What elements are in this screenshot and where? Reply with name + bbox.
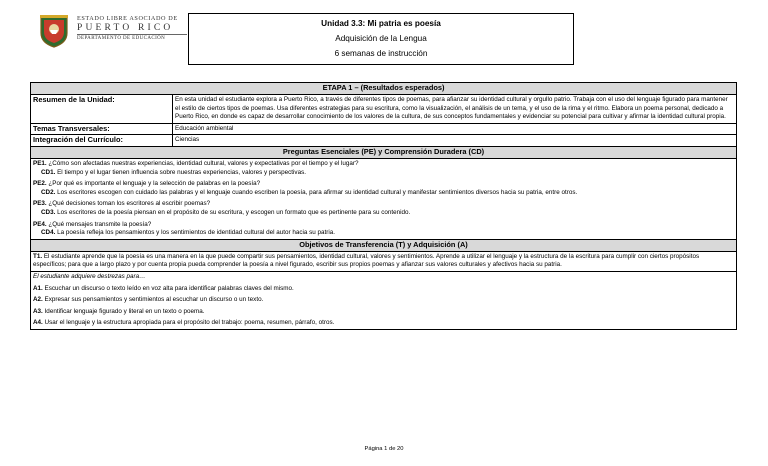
cd-text: Los escritores de la poesía piensan en el propósito de su escritura, y escogen un formato que es pertinente para su contenido. — [55, 208, 411, 216]
unit-title: Unidad 3.3: Mi patria es poesía — [321, 19, 441, 28]
pe-code: PE4. — [33, 220, 47, 228]
planning-table — [30, 82, 737, 330]
a-text: Identificar lenguaje figurado y literal en un texto o poema. — [42, 307, 205, 315]
cd-code: CD4. — [41, 229, 56, 237]
preguntas-row — [31, 158, 737, 239]
preguntas-heading: Preguntas Esenciales (PE) y Comprensión Duradera (CD) — [31, 146, 737, 158]
preguntas-list — [31, 158, 737, 239]
a-text: Escuchar un discurso o texto leído en voz alta para identificar palabras claves del mismo. — [42, 284, 294, 292]
pe-text: ¿Qué mensajes transmite la poesía? — [46, 220, 152, 228]
transfer-row — [31, 251, 737, 271]
a-code: A4. — [33, 319, 43, 327]
pe-text: ¿Por qué es importante el lenguaje y la selección de palabras en la poesía? — [46, 180, 261, 188]
resumen-row — [31, 95, 737, 124]
a-code: A3. — [33, 307, 43, 315]
integracion-row — [31, 135, 737, 147]
logo-line-3: DEPARTAMENTO DE EDUCACIÓN — [77, 34, 187, 41]
acquisition-row — [31, 271, 737, 329]
integracion-value: Ciencias — [173, 135, 737, 147]
resumen-text: En esta unidad el estudiante explora a Puerto Rico, a través de diferentes tipos de poemas, para afianzar su identidad cultural y orgullo patrio. Trabaja con el uso del lenguaje figurado para mantener el estilo de ciertos tipos de poemas. Usa diferentes estrategias para su escritura, como la visualización, el análisis de un tema, y el uso de la rima y el ritmo. Elabora un poema personal, dedicado a Puerto Rico, en donde es capaz de desarrollar conocimiento de los valores de la cultura, de sus conceptos fundamentales y evidenciar su potencial para cultivar y afirmar la identidad cultural propia. — [173, 95, 737, 124]
integracion-label: Integración del Currículo: — [31, 135, 173, 147]
pe-code: PE2. — [33, 180, 47, 188]
transfer-objective — [31, 251, 737, 271]
cd-code: CD2. — [41, 188, 56, 196]
resumen-label: Resumen de la Unidad: — [31, 95, 173, 124]
cd-text: La poesía refleja los pensamientos y los sentimientos de identidad cultural del autor hacia su patria. — [55, 229, 336, 237]
puerto-rico-seal-icon — [36, 13, 72, 49]
t1-code: T1. — [33, 252, 43, 260]
acquisition-list — [31, 271, 737, 329]
logo-line-1: ESTADO LIBRE ASOCIADO DE — [77, 15, 178, 22]
pe-code: PE3. — [33, 200, 47, 208]
department-logo — [36, 13, 186, 53]
a-code: A2. — [33, 296, 43, 304]
unit-duration: 6 semanas de instrucción — [334, 49, 428, 58]
temas-row — [31, 123, 737, 135]
pe-item-3 — [33, 200, 734, 217]
pe-item-2 — [33, 180, 734, 197]
etapa-heading-row — [31, 83, 737, 95]
pe-code: PE1. — [33, 159, 47, 167]
pe-item-1 — [33, 160, 734, 177]
etapa-heading: ETAPA 1 – (Resultados esperados) — [31, 83, 737, 95]
page-number: Página 1 de 20 — [364, 446, 404, 452]
cd-code: CD3. — [41, 208, 56, 216]
acquisition-item-2 — [33, 296, 734, 305]
cd-code: CD1. — [41, 168, 56, 176]
cd-text: El tiempo y el lugar tienen influencia sobre nuestras experiencias, valores y perspectivas. — [55, 168, 306, 176]
a-text: Usar el lenguaje y la estructura apropiada para el propósito del trabajo: poema, resumen, párrafo, otros. — [42, 319, 335, 327]
objetivos-heading: Objetivos de Transferencia (T) y Adquisición (A) — [31, 239, 737, 251]
a-text: Expresar sus pensamientos y sentimientos al escuchar un discurso o un texto. — [42, 296, 264, 304]
acquisition-item-4 — [33, 319, 734, 328]
cd-text: Los escritores escogen con cuidado las palabras y el lenguaje cuando escriben la poesía, para afirmar su identidad cultural y manifestar sentimientos diversos hacia su patria, entre otros. — [55, 188, 578, 196]
acquisition-item-1 — [33, 285, 734, 294]
acquisition-intro: El estudiante adquiere destrezas para… — [33, 272, 146, 280]
unit-subject: Adquisición de la Lengua — [335, 34, 427, 43]
a-code: A1. — [33, 284, 43, 292]
acquisition-item-3 — [33, 308, 734, 317]
pe-text: ¿Qué decisiones toman los escritores al escribir poemas? — [46, 200, 211, 208]
temas-value: Educación ambiental — [173, 123, 737, 135]
unit-header-box — [188, 13, 574, 65]
pe-item-4 — [33, 221, 734, 238]
logo-line-2: PUERTO RICO — [77, 23, 174, 33]
temas-label: Temas Transversales: — [31, 123, 173, 135]
pe-text: ¿Cómo son afectadas nuestras experiencias, identidad cultural, valores y expectativas por el tiempo y el lugar? — [46, 159, 359, 167]
objetivos-heading-row — [31, 239, 737, 251]
t1-text: El estudiante aprende que la poesía es una manera en la que puede compartir sus pensamientos, identidad cultural, valores y sentimientos. Aprende a utilizar el lenguaje y la estructura de la escritura para cumplir con ciertos propósitos específicos; para que a largo plazo y por cuenta propia pueda comprender la poesía a nivel figurado, escribir sus propios poemas y afianzar sus valores culturales y afectivos hacia su patria. — [33, 252, 700, 269]
preguntas-heading-row — [31, 146, 737, 158]
